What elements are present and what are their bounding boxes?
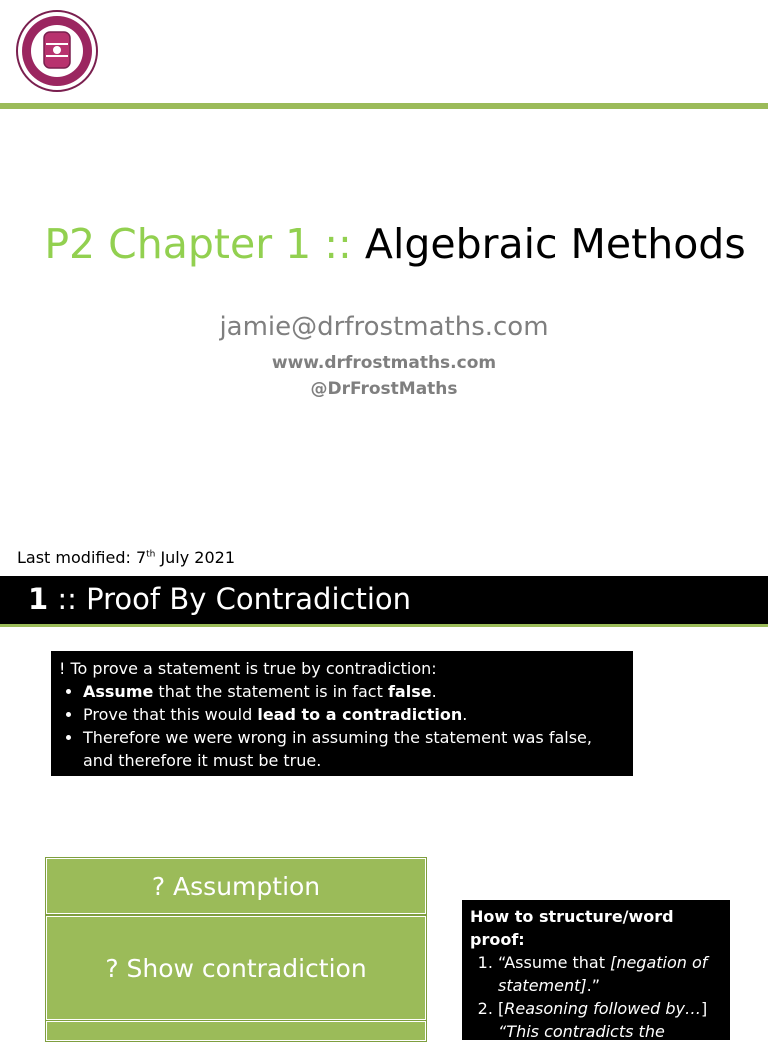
last-modified [17,548,235,567]
school-crest-logo [16,10,98,92]
how-to-list [470,951,722,1043]
bold-text: Assume [83,682,154,701]
item-text: “Assume that [498,953,611,972]
item-text: that the statement is in fact [153,682,388,701]
italic-text: Reasoning followed by… [504,999,702,1018]
how-to-item [498,997,722,1043]
item-text: ] [701,999,708,1018]
page-title [0,220,768,268]
item-text: . [431,682,437,701]
website-link[interactable]: www.drfrostmaths.com [271,353,497,373]
definition-intro: ! To prove a statement is true by contradiction: [59,659,437,678]
header-divider [0,103,768,109]
italic-text: “This contradicts the [498,1022,665,1041]
italic-text: [negation of statement] [498,953,708,995]
bold-text: false [387,682,432,701]
how-to-heading: How to structure/word proof: [470,907,674,949]
section-header [0,576,768,624]
title-main: Algebraic Methods [351,220,746,268]
section-divider [0,624,768,627]
section-title: :: Proof By Contradiction [48,582,412,616]
item-text: . [462,705,468,724]
last-modified-rest: July 2021 [155,548,236,567]
definition-item [83,703,623,726]
section-number: 1 [28,582,49,616]
definition-list [59,680,623,772]
how-to-item [498,951,722,997]
item-text: .” [586,976,600,995]
definition-item [83,726,623,772]
author-email[interactable]: jamie@drfrostmaths.com [219,312,549,342]
show-contradiction-reveal-button[interactable]: ? Show contradiction [46,916,426,1020]
assumption-reveal-button[interactable]: ? Assumption [46,858,426,914]
title-prefix: P2 Chapter 1 :: [44,220,352,268]
item-text: Therefore we were wrong in assuming the statement was false, and therefore it must be true. [83,728,592,770]
next-reveal-button[interactable] [46,1021,426,1041]
how-to-box [462,900,730,1040]
last-modified-suffix: th [146,549,156,560]
definition-item [83,680,623,703]
item-text: Prove that this would [83,705,258,724]
item-text: [ [498,999,505,1018]
bold-text: lead to a contradiction [257,705,463,724]
twitter-handle[interactable]: @DrFrostMaths [310,379,458,399]
definition-box [51,651,633,776]
last-modified-label: Last modified: 7 [17,548,147,567]
